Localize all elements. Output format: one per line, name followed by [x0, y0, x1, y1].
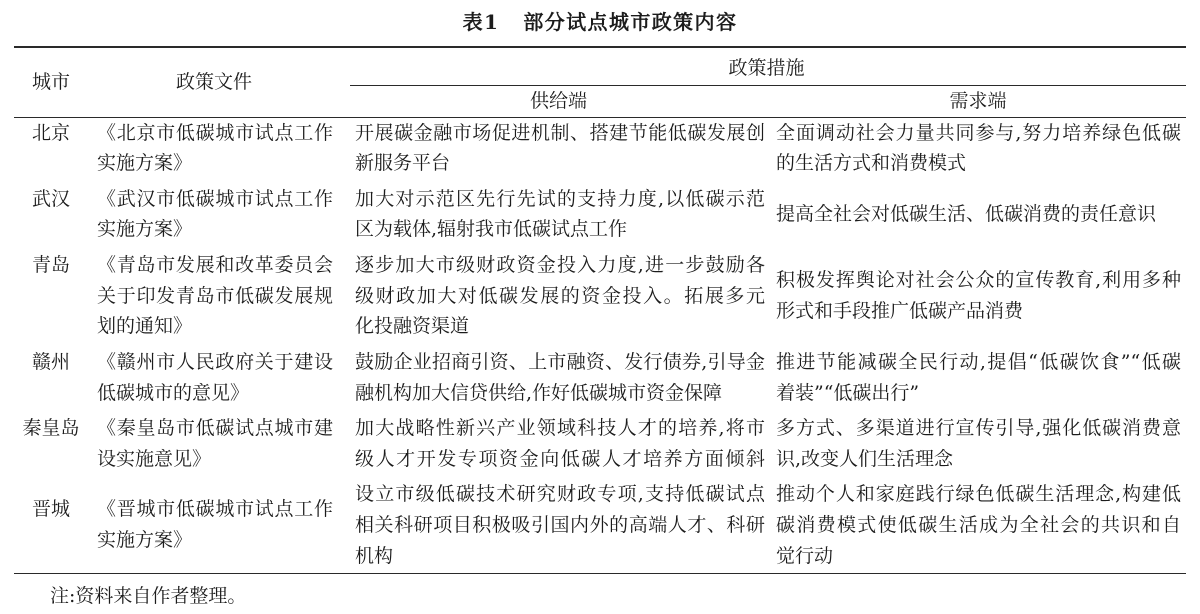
- document-line: 实施方案》: [97, 529, 193, 552]
- table-row: [14, 413, 1186, 479]
- table-note: 注:资料来自作者整理。: [50, 585, 247, 607]
- table-row: [14, 250, 1186, 347]
- demand-line: 觉行动: [776, 544, 834, 567]
- supply-line: 开展碳金融市场促进机制、搭建节能低碳发展创: [355, 121, 765, 144]
- document-line: 《武汉市低碳城市试点工作: [97, 187, 333, 210]
- header-city: 城市: [31, 71, 70, 93]
- supply-line: 机构: [355, 544, 394, 567]
- document-line: 实施方案》: [97, 218, 193, 241]
- city-name: 青岛: [31, 253, 70, 276]
- document-line: 《青岛市发展和改革委员会: [97, 253, 333, 276]
- supply-line: 相关科研项目积极吸引国内外的高端人才、科研: [355, 513, 765, 536]
- city-name: 武汉: [31, 187, 70, 210]
- supply-side-cell: [340, 184, 770, 246]
- document-line: 实施方案》: [97, 152, 193, 175]
- document-line: 《秦皇岛市低碳试点城市建: [97, 416, 333, 439]
- city-cell: [14, 184, 88, 215]
- policy-document-cell: [88, 347, 340, 409]
- city-name: 晋城: [31, 498, 70, 521]
- policy-document-cell: [88, 413, 340, 475]
- header-demand-side: 需求端: [949, 90, 1007, 112]
- document-line: 关于印发青岛市低碳发展规: [97, 284, 333, 307]
- demand-side-cell: [770, 265, 1186, 327]
- demand-side-cell: [770, 413, 1186, 475]
- table-number: 表1: [462, 10, 500, 34]
- table-row: [14, 479, 1186, 571]
- city-cell: [14, 118, 88, 149]
- demand-side-cell: [770, 347, 1186, 409]
- demand-line: 碳消费模式使低碳生活成为全社会的共识和自: [776, 513, 1181, 536]
- document-line: 《晋城市低碳城市试点工作: [97, 498, 333, 521]
- demand-line: 多方式、多渠道进行宣传引导,强化低碳消费意: [776, 416, 1181, 439]
- supply-line: 加大对示范区先行先试的支持力度,以低碳示范: [355, 187, 765, 210]
- demand-line: 全面调动社会力量共同参与,努力培养绿色低碳: [776, 121, 1181, 144]
- bottom-rule: [14, 573, 1186, 575]
- header-policy-measures: 政策措施: [728, 57, 805, 79]
- demand-line: 识,改变人们生活理念: [776, 447, 954, 470]
- header-supply-side: 供给端: [529, 90, 587, 112]
- table-row: [14, 347, 1186, 413]
- policy-document-cell: [88, 250, 340, 342]
- city-name: 北京: [31, 121, 70, 144]
- supply-line: 逐步加大市级财政资金投入力度,进一步鼓励各: [355, 253, 765, 276]
- supply-line: 新服务平台: [355, 152, 451, 175]
- city-cell: [14, 413, 88, 444]
- supply-line: 级财政加大对低碳发展的资金投入。拓展多元: [355, 284, 765, 307]
- supply-line: 级人才开发专项资金向低碳人才培养方面倾斜: [355, 447, 765, 470]
- supply-line: 融机构加大信贷供给,作好低碳城市资金保障: [355, 381, 723, 404]
- demand-line: 形式和手段推广低碳产品消费: [776, 300, 1024, 322]
- supply-side-cell: [340, 413, 770, 475]
- document-line: 《北京市低碳城市试点工作: [97, 121, 333, 144]
- header-policy-document: 政策文件: [175, 71, 252, 93]
- table-caption: [0, 9, 1200, 35]
- city-cell: [14, 250, 88, 281]
- demand-line: 推动个人和家庭践行绿色低碳生活理念,构建低: [776, 483, 1181, 506]
- table-title: 部分试点城市政策内容: [523, 10, 738, 34]
- supply-line: 鼓励企业招商引资、上市融资、发行债券,引导金: [355, 350, 765, 373]
- document-line: 设实施意见》: [97, 447, 212, 470]
- demand-line: 提高全社会对低碳生活、低碳消费的责任意识: [776, 203, 1157, 226]
- supply-line: 设立市级低碳技术研究财政专项,支持低碳试点: [355, 483, 765, 506]
- demand-side-cell: [770, 199, 1186, 230]
- document-line: 低碳城市的意见》: [97, 381, 250, 404]
- demand-side-cell: [770, 118, 1186, 180]
- demand-line: 着装”“低碳出行”: [776, 381, 920, 404]
- policy-table-body: [14, 118, 1186, 572]
- supply-line: 化投融资渠道: [355, 315, 470, 338]
- city-cell: [14, 494, 88, 525]
- supply-line: 加大战略性新兴产业领域科技人才的培养,将市: [355, 416, 765, 439]
- supply-side-cell: [340, 479, 770, 571]
- demand-line: 的生活方式和消费模式: [776, 152, 967, 175]
- city-name: 赣州: [31, 350, 70, 373]
- table-row: [14, 118, 1186, 184]
- top-rule: [14, 46, 1186, 48]
- demand-side-cell: [770, 479, 1186, 571]
- supply-side-cell: [340, 347, 770, 409]
- policy-document-cell: [88, 184, 340, 246]
- demand-line: 推进节能减碳全民行动,提倡“低碳饮食”“低碳: [776, 350, 1181, 373]
- city-cell: [14, 347, 88, 378]
- supply-side-cell: [340, 250, 770, 342]
- policy-document-cell: [88, 494, 340, 556]
- demand-line: 积极发挥舆论对社会公众的宣传教育,利用多种: [776, 269, 1181, 292]
- table-row: [14, 184, 1186, 250]
- supply-line: 区为载体,辐射我市低碳试点工作: [355, 218, 628, 241]
- document-line: 划的通知》: [97, 315, 193, 338]
- document-line: 《赣州市人民政府关于建设: [97, 350, 333, 373]
- policy-document-cell: [88, 118, 340, 180]
- city-name: 秦皇岛: [22, 416, 80, 439]
- supply-side-cell: [340, 118, 770, 180]
